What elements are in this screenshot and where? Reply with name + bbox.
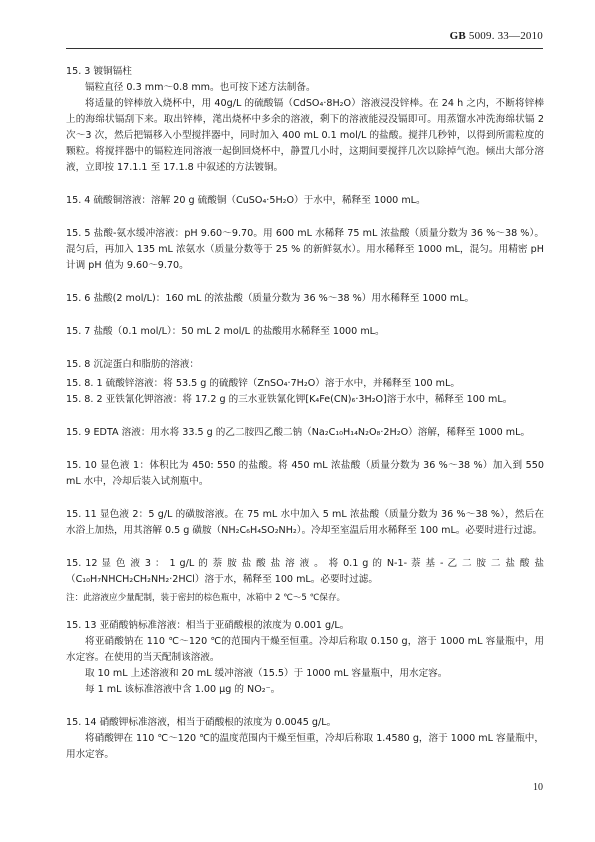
note: 注：此溶液应少量配制，装于密封的棕色瓶中，冰箱中 2 ℃～5 ℃保存。 [66,593,346,603]
section-15-12 [66,556,544,588]
page-number: 10 [533,782,543,793]
section-text: 15. 10 显色液 1：体积比为 450: 550 的盐酸。将 450 mL 浓盐酸（质量分数为 36 %～38 %）加入到 550 mL 水中，冷却后装入试剂瓶中。 [66,460,544,487]
section-15-3 [66,64,544,176]
section-15-8 [66,357,544,373]
section-heading: 15. 3 镀铜镉柱 [66,66,132,77]
section-text: 15. 9 EDTA 溶液：用水将 33.5 g 的乙二胺四乙酸二钠（Na₂C₁₀H₁₄N₂O₈·2H₂O）溶解，稀释至 1000 mL。 [66,427,531,438]
paragraph: 将硝酸钾在 110 ℃～120 ℃的温度范围内干燥至恒重，冷却后称取 1.4580 g，溶于 1000 mL 容量瓶中，用水定容。 [66,733,544,760]
standard-number: 5009. 33—2010 [468,30,543,42]
section-text: 15. 12 显 色 液 3 ： 1 g/L 的 萘 胺 盐 酸 盐 溶 液 。 将 0.1 g 的 N-1- 萘 基 - 乙 二 胺 二 盐 酸 盐（C₁₀H₇NHCH₂CH₂NH₂·2HCl）溶于水，稀释至 100 mL。必要时过滤。 [66,558,544,585]
document-body [66,64,544,780]
section-text: 15. 8. 2 亚铁氰化钾溶液：将 17.2 g 的三水亚铁氰化钾[K₄Fe(CN)₆·3H₂O]溶于水中，稀释至 100 mL。 [66,394,513,405]
paragraph: 将适量的锌棒放入烧杯中，用 40g/L 的硫酸镉（CdSO₄·8H₂O）溶液浸没锌棒。在 24 h 之内，不断将锌棒上的海绵状镉刮下来。取出锌棒，滗出烧杯中多余的溶液，剩下的溶液能浸没镉即可。用蒸馏水冲洗海绵状镉 2 次～3 次，然后把镉移入小型搅拌器中，同时加入 400 mL 0.1 mol/L 的盐酸。搅拌几秒钟，以得到所需粒度的颗粒。将搅拌器中的镉粒连同溶液一起倒回烧杯中，静置几小时，这期间要搅拌几次以除掉气泡。倾出大部分溶液，立即按 17.1.1 至 17.1.8 中叙述的方法镀铜。 [66,98,544,173]
section-text: 15. 4 硫酸铜溶液：溶解 20 g 硫酸铜（CuSO₄·5H₂O）于水中，稀释至 1000 mL。 [66,195,426,206]
section-heading: 15. 13 亚硝酸钠标准溶液：相当于亚硝酸根的浓度为 0.001 g/L。 [66,620,350,631]
section-15-14 [66,715,544,763]
section-text: 15. 6 盐酸(2 mol/L)：160 mL 的浓盐酸（质量分数为 36 %～38 %）用水稀释至 1000 mL。 [66,293,475,304]
section-15-8-1 [66,376,544,392]
paragraph: 将亚硝酸钠在 110 ℃～120 ℃的范围内干燥至恒重。冷却后称取 0.150 g，溶于 1000 mL 容量瓶中，用水定容。在使用的当天配制该溶液。 [66,636,544,663]
section-15-8-2 [66,392,544,408]
standard-code-header [450,30,543,42]
section-15-9 [66,425,544,441]
paragraph: 镉粒直径 0.3 mm～0.8 mm。也可按下述方法制备。 [85,82,316,93]
section-15-4 [66,193,544,209]
section-text: 15. 8 沉淀蛋白和脂肪的溶液： [66,359,199,370]
standard-prefix: GB [449,30,466,42]
section-text: 15. 5 盐酸-氨水缓冲溶液：pH 9.60～9.70。用 600 mL 水稀释 75 mL 浓盐酸（质量分数为 36 %～38 %）。混匀后，再加入 135 mL 浓氨水（质量分数等于 25 % 的新鲜氨水）。用水稀释至 1000 mL，混匀。用精密 pH 计调 pH 值为 9.60～9.70。 [66,228,544,271]
section-15-6 [66,291,544,307]
paragraph: 每 1 mL 该标准溶液中含 1.00 μg 的 NO₂⁻。 [85,684,281,695]
section-15-11 [66,507,544,539]
section-text: 15. 11 显色液 2：5 g/L 的磺胺溶液。在 75 mL 水中加入 5 mL 浓盐酸（质量分数为 36 %～38 %），然后在水浴上加热，用其溶解 0.5 g 磺胺（NH₂C₆H₄SO₂NH₂）。冷却至室温后用水稀释至 100 mL。必要时进行过滤。 [66,509,544,536]
section-text: 15. 8. 1 硫酸锌溶液：将 53.5 g 的硫酸锌（ZnSO₄·7H₂O）溶于水中，并稀释至 100 mL。 [66,378,460,389]
paragraph: 取 10 mL 上述溶液和 20 mL 缓冲溶液（15.5）于 1000 mL 容量瓶中，用水定容。 [85,668,448,679]
section-15-10 [66,458,544,490]
section-15-7 [66,324,544,340]
header-divider [66,48,543,49]
section-15-5 [66,226,544,274]
section-heading: 15. 14 硝酸钾标准溶液，相当于硝酸根的浓度为 0.0045 g/L。 [66,717,337,728]
section-text: 15. 7 盐酸（0.1 mol/L）：50 mL 2 mol/L 的盐酸用水稀释至 1000 mL。 [66,326,385,337]
section-15-13 [66,618,544,698]
